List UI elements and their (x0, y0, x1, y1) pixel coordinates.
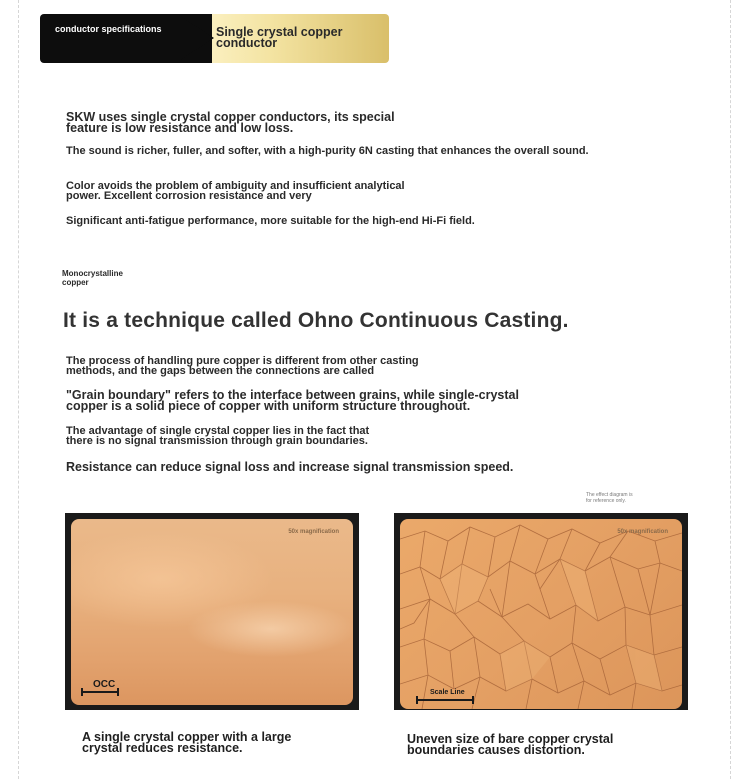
scale-bar (81, 691, 119, 693)
spec-banner (40, 14, 389, 63)
intro-text-1: SKW uses single crystal copper conductors, its special feature is low resistance and low loss. (66, 110, 395, 135)
intro-text-3: Color avoids the problem of ambiguity and insufficient analytical power. Excellent corrosion resistance and very (66, 180, 405, 202)
body-text-1: The process of handling pure copper is different from other casting methods, and the gaps between the connections are called (66, 355, 419, 377)
intro-text-2: The sound is richer, fuller, and softer, with a high-purity 6N casting that enhances the overall sound. (66, 145, 589, 157)
body-paragraph-3 (66, 416, 369, 446)
intro-text-4: Significant anti-fatigue performance, more suitable for the high-end Hi-Fi field. (66, 215, 475, 227)
magnification-label: 50x magnification (288, 529, 339, 535)
reference-note: The effect diagram is for reference only. (586, 492, 633, 504)
body-text-4: Resistance can reduce signal loss and increase signal transmission speed. (66, 460, 514, 474)
caption-bare-copper: Uneven size of bare copper crystal boundaries causes distortion. (407, 732, 614, 757)
scale-label: Scale Line (430, 689, 465, 696)
body-text-3: The advantage of single crystal copper lies in the fact that there is no signal transmission through grain boundaries. (66, 425, 370, 447)
single-crystal-image-frame (65, 513, 359, 710)
grain-boundaries-graphic (400, 519, 682, 709)
caption-single-crystal: A single crystal copper with a large crystal reduces resistance. (82, 730, 292, 755)
intro-paragraph-2 (66, 136, 589, 156)
banner-arrow-shape (177, 14, 214, 62)
scale-bar (416, 699, 474, 701)
banner-left-label: conductor specifications (55, 24, 162, 34)
banner-title: Single crystal copper conductor (216, 25, 343, 50)
section-label: Monocrystalline copper (62, 269, 123, 287)
body-text-2: "Grain boundary" refers to the interface between grains, while single-crystal copper is a solid piece of copper with uniform structure throughout. (66, 388, 519, 413)
section-heading: It is a technique called Ohno Continuous Casting. (63, 309, 569, 332)
scale-label: OCC (93, 679, 116, 690)
right-guide-line (730, 0, 731, 779)
single-crystal-micrograph (71, 519, 353, 705)
intro-paragraph-4 (66, 206, 475, 226)
intro-paragraph-1 (66, 101, 395, 134)
intro-paragraph-3 (66, 171, 405, 201)
bare-copper-image-frame (394, 513, 688, 710)
magnification-label: 50x magnification (617, 529, 668, 535)
body-paragraph-2 (66, 379, 519, 412)
left-guide-line (18, 0, 19, 779)
body-paragraph-4 (66, 451, 513, 473)
bare-copper-micrograph (400, 519, 682, 709)
body-paragraph-1 (66, 346, 419, 376)
